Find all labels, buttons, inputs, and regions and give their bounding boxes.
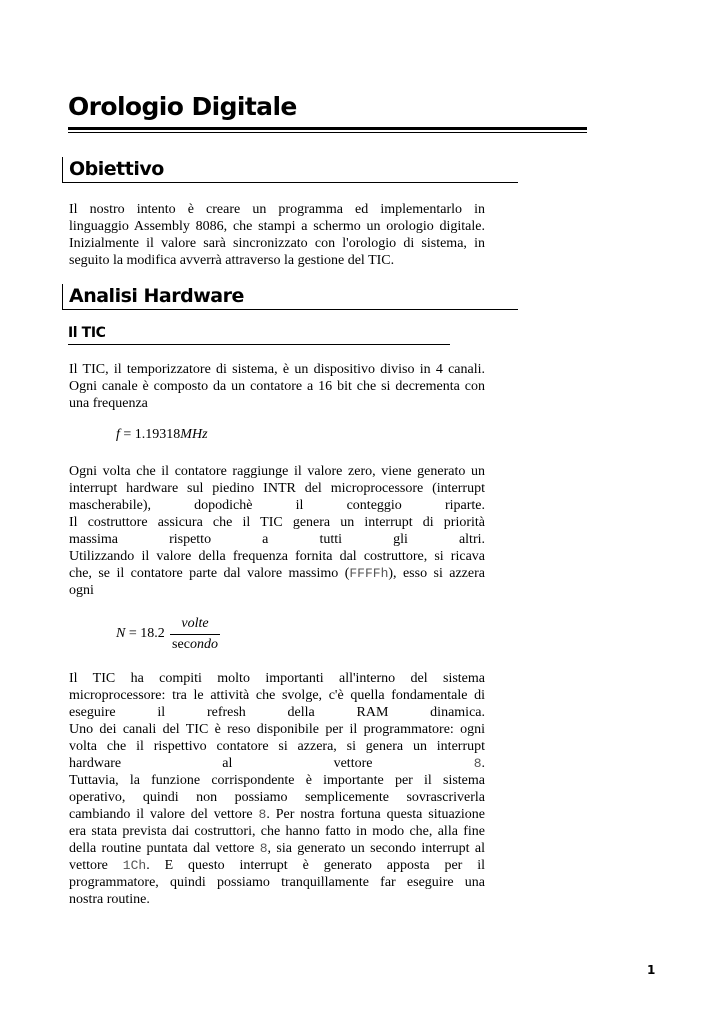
page-number: 1 [647,963,656,977]
text-line: Il nostro intento è creare un programma ed implementarlo in [69,202,485,217]
formula-fraction [170,616,220,654]
text-line [69,755,485,772]
code-literal: FFFFh [349,566,389,581]
text-segment: vettore [69,858,123,873]
formula-value: 1.19318 [134,427,181,442]
text-line: una frequenza [69,396,148,411]
text-segment: cambiando il valore del vettore [69,807,259,822]
formula-equals: = [125,626,141,641]
text-line: programmatore, quindi possiamo tranquillamente far eseguire una [69,875,485,890]
text-line: Inizialmente il valore sarà sincronizzato con l'orologio di sistema, in [69,236,485,251]
paragraph-tic-intro [69,361,485,412]
text-line: volta che il rispettivo contatore si azzera, si genera un interrupt [69,739,485,754]
text-segment: . Per nostra fortuna questa situazione [266,807,486,822]
code-literal: 8 [473,756,482,771]
text-line: seguito la modifica avverrà attraverso la gestione del TIC. [69,253,395,268]
formula-unit: MHz [180,427,208,442]
formula-frequency [116,427,208,443]
text-line [69,857,485,874]
formula-symbol: f [116,427,120,442]
text-line: microprocessore: tra le attività che svolge, c'è quella fondamentale di [69,688,485,703]
text-line: ogni [69,583,94,598]
text-line: Ogni canale è composto da un contatore a 16 bit che si decrementa con [69,379,485,394]
text-segment: ), esso si azzera [388,566,485,581]
denominator-part: sec [172,637,190,652]
text-segment: , sia generato un secondo interrupt al [267,841,485,856]
section-heading-label: Obiettivo [69,158,164,180]
text-line [69,806,485,823]
denominator-part: ondo [189,637,218,652]
section-heading-analisi-hardware [62,284,518,310]
text-segment: . E questo interrupt è generato apposta per il [146,858,486,873]
text-line: massima rispetto a tutti gli altri. [69,532,485,547]
page-title: Orologio Digitale [68,92,297,121]
code-literal: 8 [259,841,268,856]
text-line: Il costruttore assicura che il TIC genera un interrupt di priorità [69,515,485,530]
code-literal: 1Ch [122,858,147,873]
text-segment: hardware al vettore [69,756,474,771]
text-line: nostra routine. [69,892,150,907]
text-line [69,840,485,857]
text-line: Utilizzando il valore della frequenza fornita dal costruttore, si ricava [69,549,485,564]
subsection-heading-tic [68,324,450,345]
text-line: Il TIC ha compiti molto importanti all'interno del sistema [69,671,485,686]
text-segment: della routine puntata dal vettore [69,841,260,856]
code-literal: 8 [258,807,267,822]
text-line: Il TIC, il temporizzatore di sistema, è un dispositivo diviso in 4 canali. [69,362,485,377]
text-segment: . [481,756,485,771]
fraction-bar [170,634,220,635]
text-line: Tuttavia, la funzione corrispondente è importante per il sistema [69,773,485,788]
text-line: eseguire il refresh della RAM dinamica. [69,705,485,720]
formula-value: 18.2 [140,626,165,641]
text-line: era stata prevista dai costruttori, che hanno fatto in modo che, alla fine [69,824,485,839]
text-line [69,565,485,582]
fraction-denominator [170,637,220,654]
paragraph-tic-roles [69,670,485,908]
subsection-heading-label: Il TIC [68,325,106,341]
text-line: operativo, quindi non possiamo semplicemente sovrascriverla [69,790,485,805]
text-line: Ogni volta che il contatore raggiunge il valore zero, viene generato un [69,464,485,479]
paragraph-tic-interrupt [69,463,485,599]
text-line: linguaggio Assembly 8086, che stampi a schermo un orologio digitale. [69,219,485,234]
text-line: Uno dei canali del TIC è reso disponibile per il programmatore: ogni [69,722,485,737]
section-heading-label: Analisi Hardware [69,285,244,307]
paragraph-obiettivo [69,201,485,269]
text-line: interrupt hardware sul piedino INTR del microprocessore (interrupt [69,481,485,496]
section-heading-obiettivo [62,157,518,183]
text-line: mascherabile), dopodichè il conteggio riparte. [69,498,485,513]
formula-n [116,626,165,642]
title-rule [68,127,587,133]
fraction-numerator: volte [181,616,209,631]
formula-symbol: N [116,626,126,641]
formula-equals: = [119,427,135,442]
text-segment: che, se il contatore parte dal valore massimo ( [69,566,350,581]
